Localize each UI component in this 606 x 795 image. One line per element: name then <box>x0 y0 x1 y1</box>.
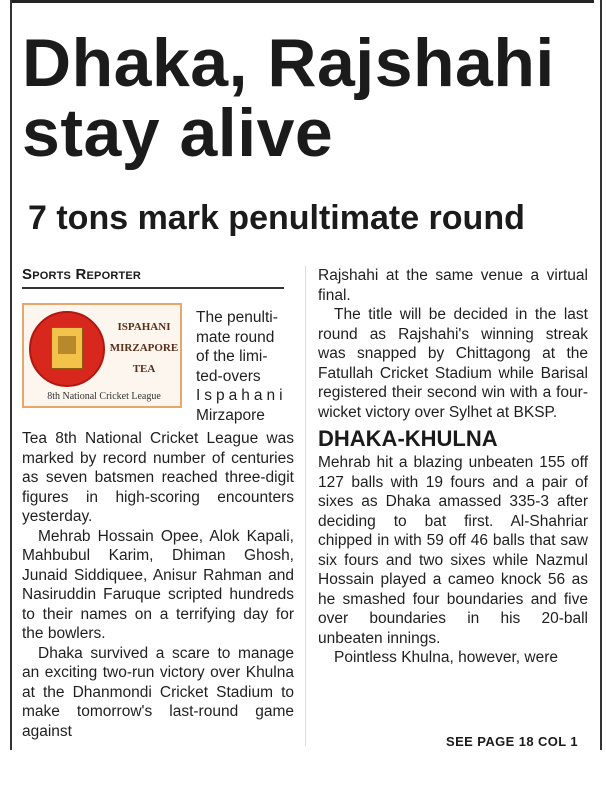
sponsor-logo-text <box>106 317 182 380</box>
intro-line: ted-overs <box>196 367 261 385</box>
headline <box>22 25 602 171</box>
sponsor-line-2: MIRZAPORE <box>109 342 179 354</box>
byline-block <box>22 266 284 289</box>
paragraph: Pointless Khulna, however, were <box>334 649 559 666</box>
intro-line: of the limi- <box>196 348 268 365</box>
intro-line: Ispahani <box>196 387 287 404</box>
byline: Sports Reporter <box>22 266 142 283</box>
sponsor-line-1: ISPAHANI <box>117 321 171 333</box>
byline-rule <box>22 287 284 289</box>
paragraph: Dhaka survived a scare to manage an exciting two-run victory over Khulna at the Dhanmondi Cricket Stadium to make tomorrow's last-round game against <box>22 644 294 740</box>
intro-line: The penulti- <box>196 309 278 326</box>
section-heading: DHAKA-KHULNA <box>318 426 498 451</box>
column-separator <box>305 266 306 746</box>
sponsor-logo <box>22 303 182 408</box>
column-2 <box>318 266 588 668</box>
headline-line-1: Dhaka, Rajshahi <box>22 25 555 101</box>
left-rule <box>10 0 12 750</box>
paragraph: Mehrab hit a blazing unbeaten 155 off 127 balls with 19 fours and a pair of sixes as Dhaka amassed 335-3 after deciding to bat first. Al-Shahriar chipped in with 59 off 46 balls that saw six fours and two sixes while Nazmul Hossain played a cameo knock 56 as he smashed four boundaries and five over boundaries in his 20-ball unbeaten innings. <box>318 454 588 647</box>
paragraph: Rajshahi at the same venue a virtual final. <box>318 267 588 304</box>
sponsor-line-3: TEA <box>132 363 156 375</box>
tea-pack-emblem <box>29 311 105 387</box>
intro-line: Mirzapore <box>196 406 265 424</box>
intro-line: mate round <box>196 328 275 346</box>
subheadline: 7 tons mark penultimate round <box>28 199 525 237</box>
paragraph: The title will be decided in the last round as Rajshahi's winning streak was snapped by Chittagong at the Fatullah Cricket Stadium while Barisal registered their second win with a four-wicket victory over Sylhet at BKSP. <box>318 306 588 421</box>
top-rule <box>10 0 594 3</box>
continuation-jump[interactable]: SEE PAGE 18 COL 1 <box>446 734 579 749</box>
column-1-body <box>22 429 294 741</box>
paragraph: Tea 8th National Cricket League was marked by record number of centuries as seven batsmen reached three-digit figures in high-scoring encounters yesterday. <box>22 430 294 525</box>
sponsor-caption: 8th National Cricket League <box>47 391 161 402</box>
headline-line-2: stay alive <box>22 95 334 171</box>
paragraph: Mehrab Hossain Opee, Alok Kapali, Mahbubul Karim, Dhiman Ghosh, Junaid Siddiquee, Anisur Rahman and Nasiruddin Faruque scripted hundreds to their names on a terrifying day for the bowlers. <box>22 527 294 642</box>
column-1-intro <box>196 308 294 425</box>
